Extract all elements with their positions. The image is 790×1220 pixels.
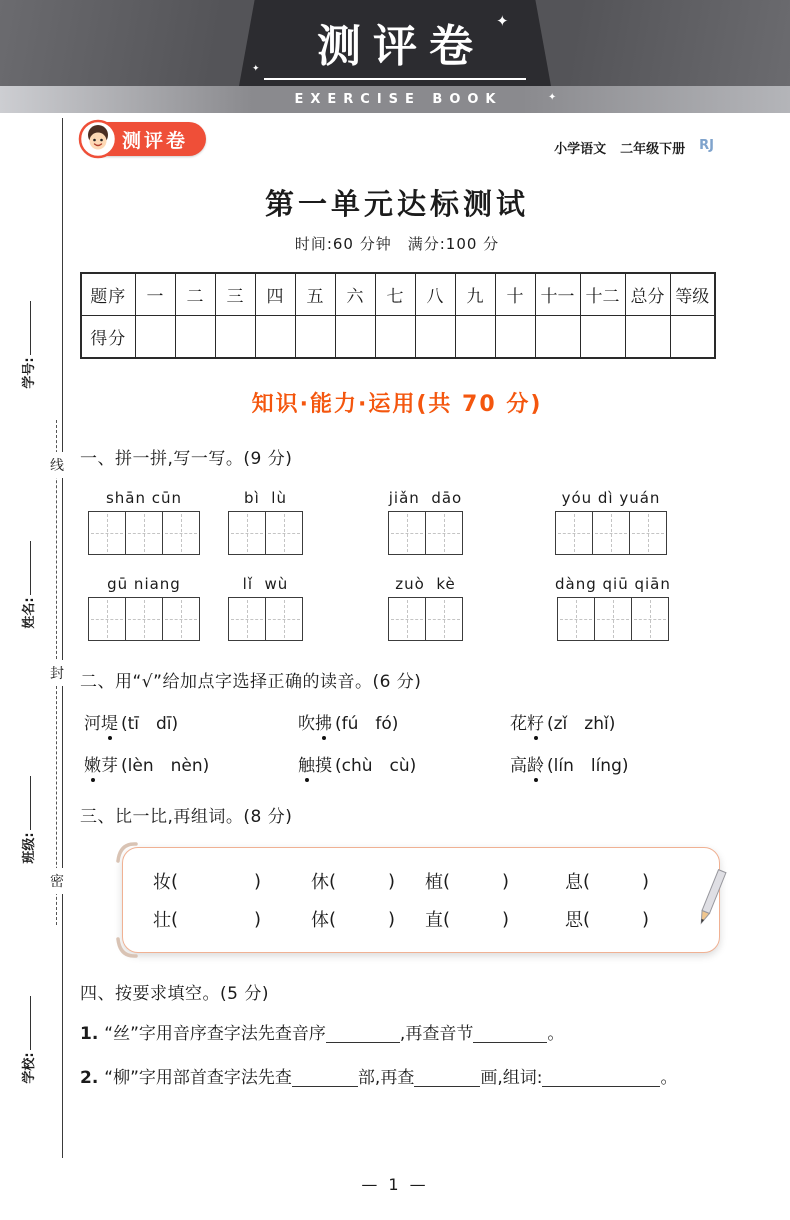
pinyin-label: lǐ wù	[242, 575, 289, 593]
pronunciation-item[interactable]	[510, 751, 629, 776]
margin-rule	[62, 118, 63, 1158]
q2-title: 二、用“√”给加点字选择正确的读音。(6 分)	[80, 672, 422, 692]
word-pair[interactable]	[425, 906, 565, 932]
writing-cell[interactable]	[229, 598, 266, 640]
word-char: 芽	[101, 756, 118, 776]
writing-cell[interactable]	[89, 598, 126, 640]
fill-blank[interactable]	[414, 1085, 480, 1087]
school-blank[interactable]	[29, 996, 31, 1050]
writing-cell[interactable]	[558, 598, 595, 640]
score-cell[interactable]	[625, 316, 670, 359]
writing-grid	[557, 597, 669, 641]
word-pair[interactable]	[311, 868, 425, 894]
paren-close: )	[254, 908, 262, 930]
item-text: ,再查音节	[399, 1024, 474, 1044]
pencil-icon	[687, 864, 735, 938]
writing-cell[interactable]	[266, 512, 302, 554]
score-table-corner: 题序	[81, 273, 135, 316]
writing-cell[interactable]	[593, 512, 630, 554]
score-cell[interactable]	[580, 316, 625, 359]
pinyin-options: (lín líng)	[547, 756, 629, 776]
seal-char-line: 线	[49, 452, 65, 478]
seal-char-secret: 密	[49, 868, 65, 894]
dotted-char: 籽	[527, 709, 544, 734]
pinyin-options: (fú fó)	[335, 714, 399, 734]
writing-cell[interactable]	[556, 512, 593, 554]
writing-grid	[388, 597, 463, 641]
pair-char: 直	[425, 910, 443, 931]
sparkle-icon: ✦	[252, 64, 260, 74]
page-number: — 1 —	[361, 1175, 429, 1194]
score-table-score-row	[81, 316, 715, 359]
dotted-char: 嫩	[84, 751, 101, 776]
word-pair[interactable]	[153, 868, 311, 894]
paren-open: (	[443, 908, 451, 930]
paren-close: )	[388, 908, 396, 930]
fill-blank[interactable]	[473, 1041, 547, 1043]
q4-item-2	[80, 1065, 714, 1092]
pinyin-group	[388, 489, 463, 555]
word-char: 吹	[298, 714, 315, 734]
q4-item-1	[80, 1021, 714, 1048]
book-info	[554, 138, 714, 157]
pair-char: 息	[565, 872, 583, 893]
score-col: 等级	[670, 273, 715, 316]
item-text: 画,组词:	[480, 1068, 543, 1089]
pinyin-label: gū niang	[107, 575, 181, 593]
item-text: 部,再查	[357, 1068, 415, 1089]
pinyin-label: shān cūn	[105, 489, 183, 507]
banner-title: 测评卷	[317, 21, 485, 72]
banner-subtitle-band	[0, 86, 790, 113]
book-subject: 小学语文	[554, 142, 607, 157]
paren-open: (	[329, 908, 337, 930]
worksheet-content	[80, 122, 714, 1092]
pinyin-group	[228, 575, 303, 641]
field-class	[22, 767, 38, 873]
book-grade: 二年级下册	[620, 142, 686, 157]
pair-char: 体	[311, 910, 329, 931]
writing-grid	[555, 511, 667, 555]
writing-cell[interactable]	[229, 512, 266, 554]
word-char: 河	[84, 714, 101, 734]
word-char: 摸	[315, 756, 332, 776]
dotted-char: 堤	[101, 709, 118, 734]
field-name	[22, 532, 38, 638]
q2-row-2	[80, 751, 714, 776]
score-cell[interactable]	[495, 316, 535, 359]
field-school	[22, 987, 38, 1093]
writing-cell[interactable]	[266, 598, 302, 640]
paren-open: (	[171, 870, 179, 892]
seal-char-seal: 封	[49, 660, 65, 686]
score-col: 四	[255, 273, 295, 316]
writing-cell[interactable]	[630, 512, 666, 554]
pinyin-group	[88, 575, 200, 641]
section-header: 知识·能力·运用(共 70 分)	[251, 392, 543, 417]
score-cell[interactable]	[295, 316, 335, 359]
class-blank[interactable]	[29, 776, 31, 830]
score-col: 三	[215, 273, 255, 316]
score-col: 六	[335, 273, 375, 316]
dotted-char: 拂	[315, 709, 332, 734]
paren-close: )	[642, 908, 650, 930]
writing-cell[interactable]	[389, 598, 426, 640]
pinyin-group	[555, 575, 671, 641]
word-char: 花	[510, 714, 527, 734]
paren-open: (	[583, 908, 591, 930]
dotted-char: 龄	[527, 751, 544, 776]
writing-cell[interactable]	[389, 512, 426, 554]
student-id-blank[interactable]	[29, 301, 31, 355]
score-cell[interactable]	[535, 316, 580, 359]
writing-cell[interactable]	[426, 512, 462, 554]
pinyin-label: bì lù	[244, 489, 287, 507]
word-pair[interactable]	[565, 868, 649, 894]
item-number: 2.	[80, 1068, 99, 1089]
score-table-header-row	[81, 273, 715, 316]
score-row-label: 得分	[81, 316, 135, 359]
pronunciation-item[interactable]	[298, 709, 510, 734]
writing-cell[interactable]	[595, 598, 632, 640]
q3-row-1	[153, 862, 709, 900]
score-cell[interactable]	[175, 316, 215, 359]
field-student-id-label: 学号:	[22, 357, 37, 389]
q2-row-1	[80, 709, 714, 734]
pinyin-options: (chù cù)	[335, 756, 417, 776]
pronunciation-item[interactable]	[510, 709, 615, 734]
name-blank[interactable]	[29, 541, 31, 595]
q1-row-2	[80, 575, 714, 641]
writing-grid	[228, 597, 303, 641]
pinyin-label: yóu dì yuán	[561, 489, 661, 507]
field-school-label: 学校:	[22, 1052, 37, 1084]
banner	[0, 0, 790, 86]
pinyin-label: zuò kè	[395, 575, 456, 593]
score-cell[interactable]	[255, 316, 295, 359]
score-cell[interactable]	[335, 316, 375, 359]
sparkle-icon: ✦	[548, 92, 557, 103]
item-text: 。	[547, 1024, 565, 1044]
writing-grid	[88, 597, 200, 641]
score-col: 二	[175, 273, 215, 316]
item-number: 1.	[80, 1024, 99, 1044]
score-col: 十	[495, 273, 535, 316]
compare-words-box	[122, 847, 720, 953]
score-cell[interactable]	[415, 316, 455, 359]
word-pair[interactable]	[311, 906, 425, 932]
q3-row-2	[153, 900, 709, 938]
paper-title: 第一单元达标测试	[264, 187, 529, 221]
paper-meta: 时间:60 分钟 满分:100 分	[294, 235, 500, 253]
paren-open: (	[583, 870, 591, 892]
pinyin-label: jiǎn dāo	[388, 489, 463, 507]
word-char: 高	[510, 756, 527, 776]
pinyin-options: (zǐ zhǐ)	[547, 714, 616, 734]
writing-cell[interactable]	[89, 512, 126, 554]
word-pair[interactable]	[565, 906, 649, 932]
q1-title: 一、拼一拼,写一写。(9 分)	[80, 449, 293, 469]
writing-cell[interactable]	[163, 512, 199, 554]
fill-blank[interactable]	[542, 1085, 660, 1087]
score-col: 五	[295, 273, 335, 316]
item-text: “柳”字用部首查字法先查	[104, 1068, 292, 1089]
writing-grid	[388, 511, 463, 555]
pinyin-group	[388, 575, 463, 641]
score-col: 九	[455, 273, 495, 316]
pronunciation-item[interactable]	[298, 751, 510, 776]
q4-title: 四、按要求填空。(5 分)	[80, 984, 269, 1004]
score-cell[interactable]	[455, 316, 495, 359]
score-cell[interactable]	[375, 316, 415, 359]
pinyin-group	[555, 489, 667, 555]
writing-cell[interactable]	[632, 598, 668, 640]
paren-close: )	[388, 870, 396, 892]
word-pair[interactable]	[153, 906, 311, 932]
paren-close: )	[642, 870, 650, 892]
paren-close: )	[254, 870, 262, 892]
score-col: 七	[375, 273, 415, 316]
banner-underline	[264, 78, 526, 80]
pair-char: 植	[425, 872, 443, 893]
pinyin-options: (tī dī)	[121, 714, 179, 734]
score-col: 一	[135, 273, 175, 316]
book-edition: RJ	[699, 138, 714, 153]
page-curl-icon	[114, 840, 138, 864]
writing-cell[interactable]	[126, 512, 163, 554]
score-cell[interactable]	[670, 316, 715, 359]
score-cell[interactable]	[135, 316, 175, 359]
badge-label: 测评卷	[122, 129, 189, 152]
field-name-label: 姓名:	[22, 597, 37, 629]
writing-cell[interactable]	[126, 598, 163, 640]
score-col: 总分	[625, 273, 670, 316]
badge	[80, 122, 206, 156]
q3-title: 三、比一比,再组词。(8 分)	[80, 807, 293, 827]
paren-open: (	[443, 870, 451, 892]
pinyin-group	[88, 489, 200, 555]
fill-blank[interactable]	[326, 1041, 400, 1043]
item-text: 。	[660, 1068, 678, 1089]
writing-grid	[88, 511, 200, 555]
pinyin-label: dàng qiū qiān	[555, 575, 671, 593]
pair-char: 思	[565, 910, 583, 931]
fill-blank[interactable]	[292, 1085, 358, 1087]
item-text: “丝”字用音序查字法先查音序	[104, 1024, 326, 1044]
score-col: 十二	[580, 273, 625, 316]
word-pair[interactable]	[425, 868, 565, 894]
score-col: 八	[415, 273, 455, 316]
pair-char: 休	[311, 872, 329, 893]
score-col: 十一	[535, 273, 580, 316]
banner-subtitle: EXERCISE BOOK	[294, 92, 503, 107]
dotted-char: 触	[298, 751, 315, 776]
pronunciation-item[interactable]	[84, 709, 298, 734]
paren-open: (	[171, 908, 179, 930]
writing-cell[interactable]	[163, 598, 199, 640]
pronunciation-item[interactable]	[84, 751, 298, 776]
pair-char: 妆	[153, 872, 171, 893]
q1-row-1	[80, 489, 714, 555]
paren-close: )	[502, 870, 510, 892]
sparkle-icon: ✦	[496, 12, 509, 30]
paren-open: (	[329, 870, 337, 892]
badge-mascot-icon	[78, 119, 118, 159]
page-curl-icon	[114, 936, 138, 960]
writing-cell[interactable]	[426, 598, 462, 640]
pinyin-options: (lèn nèn)	[121, 756, 210, 776]
field-student-id	[22, 292, 38, 398]
writing-grid	[228, 511, 303, 555]
score-table	[80, 272, 716, 359]
pair-char: 壮	[153, 910, 171, 931]
field-class-label: 班级:	[22, 832, 37, 864]
paren-close: )	[502, 908, 510, 930]
pinyin-group	[228, 489, 303, 555]
score-cell[interactable]	[215, 316, 255, 359]
